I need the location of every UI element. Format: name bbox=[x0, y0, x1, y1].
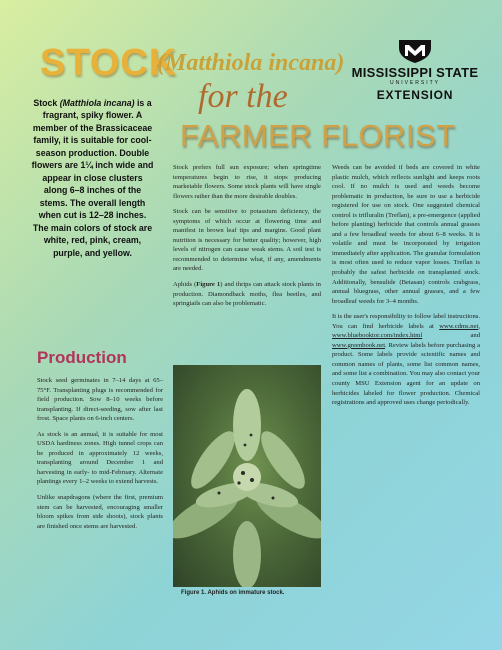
intro-latin: (Matthiola incana) bbox=[59, 98, 135, 108]
right-column bbox=[332, 163, 480, 414]
stock-plant-illustration bbox=[173, 365, 321, 587]
production-column bbox=[37, 376, 163, 537]
link-cdms[interactable]: www.cdms.net bbox=[439, 322, 479, 330]
aphids-text-b: ) and thrips can attack stock plants in production. Diamondback moths, flea beetles, and springtails can also be problematic. bbox=[173, 281, 321, 308]
title-farmer-florist: FARMER FLORIST bbox=[180, 118, 456, 153]
middle-paragraph-1: Stock prefers full sun exposure; when springtime temperatures begin to rise, it stops producing marketable flowers. Some stock plants will have single flowers rather than the more desirable doubles. bbox=[173, 164, 321, 200]
labels-text-a: It is the user's responsibility to follow label instructions. You can find herbicide labels at bbox=[332, 313, 480, 330]
figure-caption: Figure 1. Aphids on immature stock. bbox=[181, 590, 285, 596]
figure-reference: Figure 1 bbox=[196, 281, 221, 289]
logo-university: UNIVERSITY bbox=[389, 80, 440, 86]
figure-1-photo bbox=[173, 365, 321, 587]
link-bluebook[interactable]: www.bluebooktor.com/index.html bbox=[332, 332, 423, 340]
production-paragraph-1: Stock seed germinates in 7–14 days at 65–75°F. Transplanting plugs is recommended for field production. Sow 8–10 weeks before transplanting. If direct-seeding, sow after last frost. Space plants on 6-inch centers. bbox=[37, 377, 163, 423]
title-stock: STOCK bbox=[40, 42, 178, 84]
intro-lead: Stock bbox=[33, 98, 60, 108]
labels-text-c: and bbox=[422, 332, 480, 340]
aphids-text-a: Aphids ( bbox=[173, 281, 197, 289]
logo-name: MISSISSIPPI STATE bbox=[351, 65, 479, 80]
intro-paragraph bbox=[30, 97, 155, 259]
title-latin: (Matthiola incana) bbox=[157, 50, 345, 76]
middle-column bbox=[173, 163, 321, 315]
msu-m-shield-icon bbox=[395, 38, 435, 64]
intro-rest: is a fragrant, spiky flower. A member of the Brassicaceae family, it is suitable for cool-season production. Double flowers are 1¼ inch wide and appear in close clusters along 6–8 inches of the stems. The overall length when cut is 12–28 inches. The main colors of stock are white, red, pink, cream, purple, and yellow. bbox=[31, 98, 154, 258]
production-paragraph-3: Unlike snapdragons (where the first, premium stem can be harvested, encouraging smaller bloom spikes from side shoots), stock plants are finished once stems are harvested. bbox=[37, 494, 163, 530]
labels-text-b: , bbox=[478, 322, 480, 330]
labels-text-d: . Review labels before purchasing a product. Some labels provide scientific names and common names of plants, some list common names, and some list a combination. You may also contact your county MSU Extension agent for an update on herbicides labeled for flower production. Chemical registrations and approved uses change periodically. bbox=[332, 341, 480, 407]
msu-extension-logo bbox=[345, 38, 485, 108]
middle-paragraph-2: Stock can be sensitive to potassium deficiency, the symptoms of which occur at flowering time and manifest in brown leaf tips and margins. Good plant nutrition is necessary for better quality; however, high levels of nitrogen can cause weak stems. A soil test is recommended to determine what, if any, amendments are needed. bbox=[173, 208, 321, 273]
middle-paragraph-3 bbox=[173, 280, 321, 309]
link-greenbook[interactable]: www.greenbook.net bbox=[332, 341, 386, 349]
logo-extension: EXTENSION bbox=[376, 88, 454, 102]
right-paragraph-1: Weeds can be avoided if beds are covered in white plastic mulch, which reflects sunlight and keeps roots cool. If no mulch is used and weeds become problematic in production, be sure to use a herbicide registered for use on stock. One suggested chemical control is trifluralin (Treflan), a pre-emergence (applied before planting) herbicide that controls annual grasses and a few broadleaf weeds for about 6–8 weeks. It is volatile and must be incorporated by irrigation immediately after application. The granular formulation is most often used to reduce vapor losses. Treflan is probably the safest herbicide on transplanted stock. Additionally, bensulide (Betasan) controls crabgrass, annual bluegrass, other annual grasses, and a few broadleaf weeds for 3–4 months. bbox=[332, 164, 480, 305]
title-for-the: for the bbox=[198, 78, 288, 115]
production-heading: Production bbox=[37, 348, 127, 367]
right-paragraph-2 bbox=[332, 312, 480, 407]
production-paragraph-2: As stock is an annual, it is suitable for most USDA hardiness zones. High tunnel crops can be produced in approximately 12 weeks, transplanting around December 1 and harvesting in early- to mid-February. Alternate plantings every 1–2 weeks to extend harvests. bbox=[37, 430, 163, 486]
